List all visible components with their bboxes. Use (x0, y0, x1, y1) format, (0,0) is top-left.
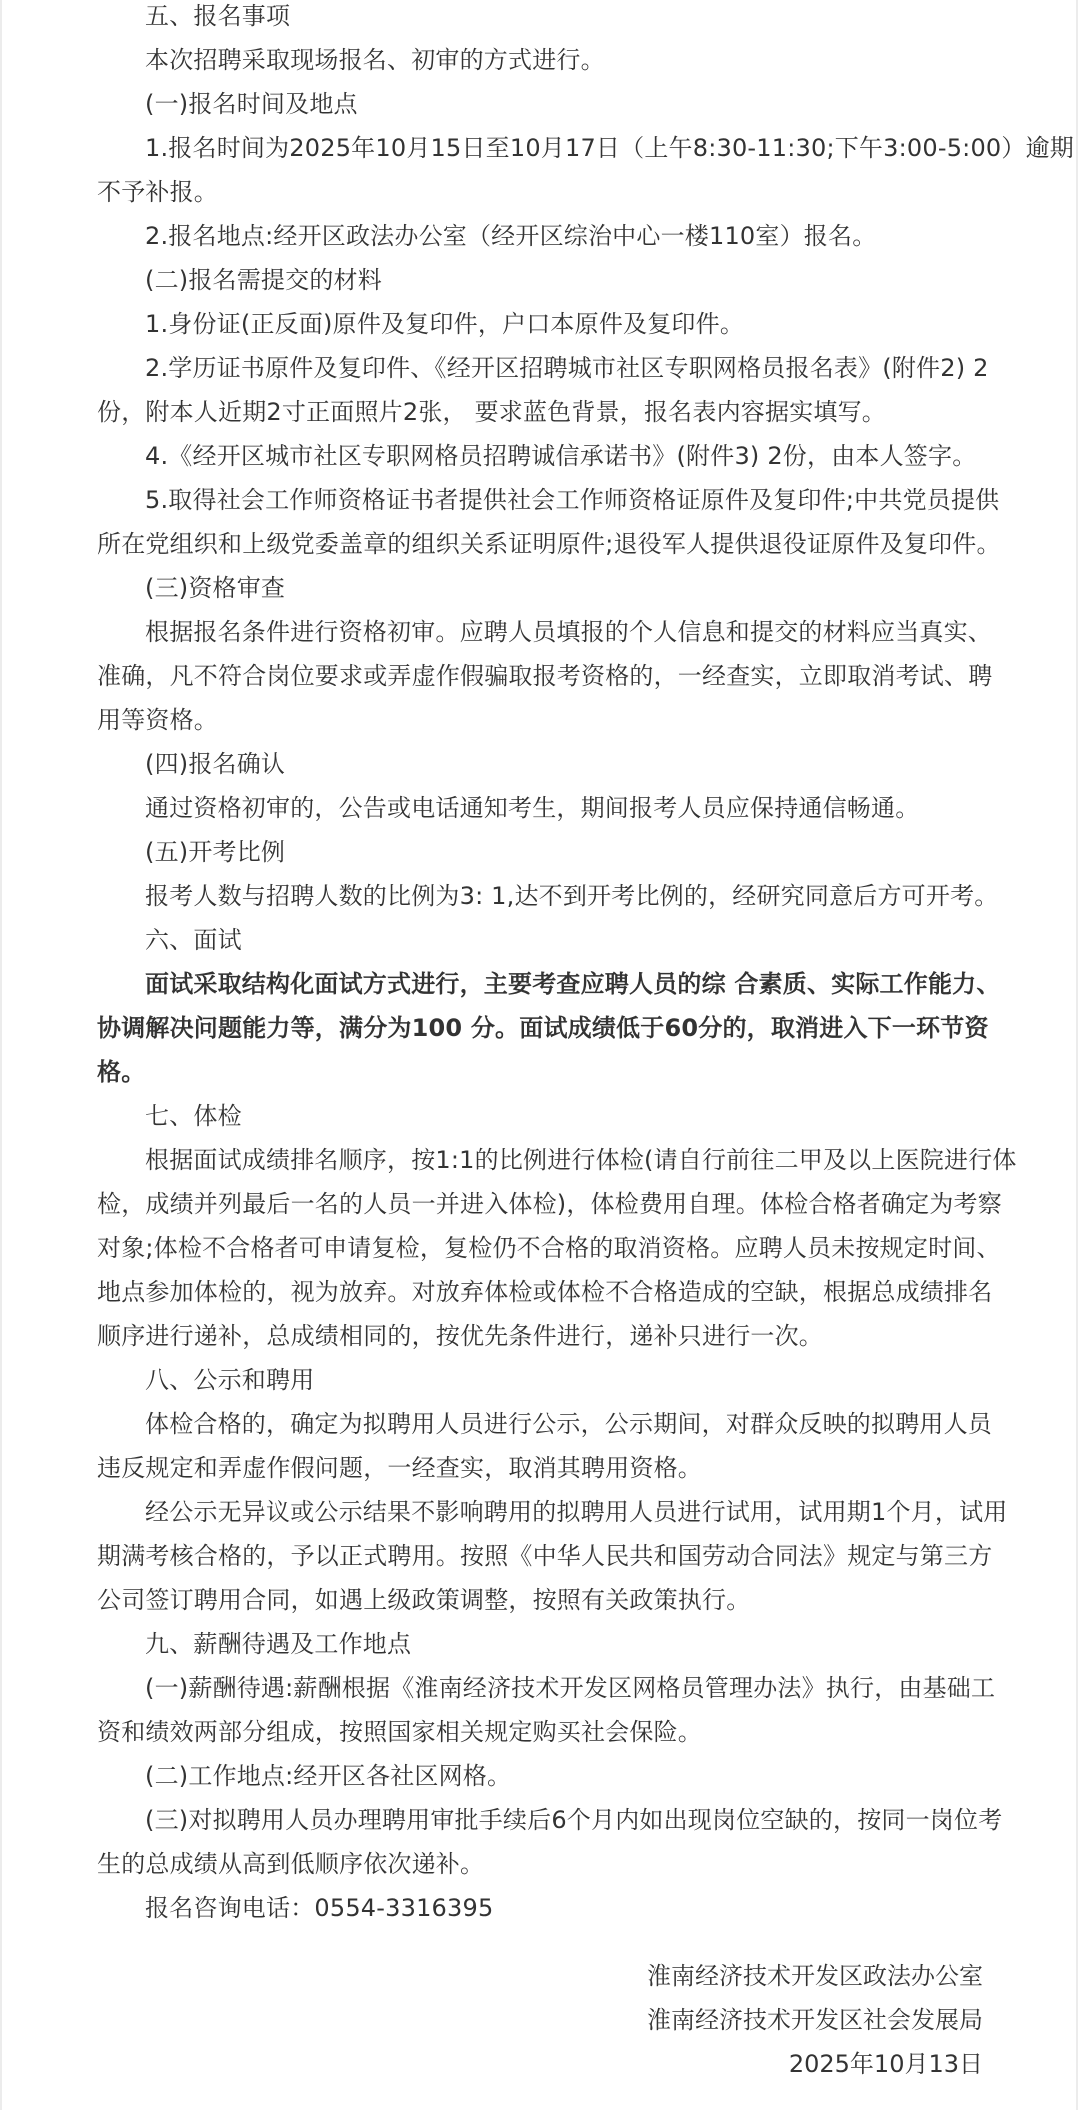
section5-sub4-heading: (四)报名确认 (145, 750, 286, 778)
section7-line3: 对象;体检不合格者可申请复检，复检仍不合格的取消资格。应聘人员未按规定时间、 (97, 1234, 1001, 1262)
signature-date: 2025年10月13日 (788, 2050, 983, 2078)
section5-sub1-item2: 2.报名地点:经开区政法办公室（经开区综治中心一楼110室）报名。 (145, 222, 877, 250)
section8-p2-line1: 经公示无异议或公示结果不影响聘用的拟聘用人员进行试用，试用期1个月，试用 (145, 1498, 1008, 1526)
section9-sub3-line2: 生的总成绩从高到低顺序依次递补。 (97, 1850, 485, 1878)
section5-sub3-line3: 用等资格。 (97, 706, 218, 734)
section5-sub3-heading: (三)资格审查 (145, 574, 286, 602)
signature-org1: 淮南经济技术开发区政法办公室 (647, 1962, 983, 1990)
section5-sub1-heading: (一)报名时间及地点 (145, 90, 358, 118)
section7-heading: 七、体检 (145, 1102, 242, 1130)
section8-p2-line2: 期满考核合格的，予以正式聘用。按照《中华人民共和国劳动合同法》规定与第三方 (97, 1542, 993, 1570)
signature-org2: 淮南经济技术开发区社会发展局 (647, 2006, 983, 2034)
section5-sub2-item5-line1: 5.取得社会工作师资格证书者提供社会工作师资格证原件及复印件;中共党员提供 (145, 486, 1000, 514)
section5-heading: 五、报名事项 (145, 2, 291, 30)
section5-sub3-line2: 准确，凡不符合岗位要求或弄虚作假骗取报考资格的，一经查实，立即取消考试、聘 (97, 662, 993, 690)
section7-line4: 地点参加体检的，视为放弃。对放弃体检或体检不合格造成的空缺，根据总成绩排名 (97, 1278, 993, 1306)
section5-sub2-item1: 1.身份证(正反面)原件及复印件，户口本原件及复印件。 (145, 310, 745, 338)
section6-heading: 六、面试 (145, 926, 242, 954)
section6-line1: 面试采取结构化面试方式进行，主要考查应聘人员的综 合素质、实际工作能力、 (145, 970, 1001, 998)
section9-sub3-line1: (三)对拟聘用人员办理聘用审批手续后6个月内如出现岗位空缺的，按同一岗位考 (145, 1806, 1003, 1834)
section8-p2-line3: 公司签订聘用合同，如遇上级政策调整，按照有关政策执行。 (97, 1586, 751, 1614)
section5-sub2-item5-line2: 所在党组织和上级党委盖章的组织关系证明原件;退役军人提供退役证原件及复印件。 (97, 530, 1001, 558)
section8-p1-line2: 违反规定和弄虚作假问题，一经查实，取消其聘用资格。 (97, 1454, 702, 1482)
section5-sub2-heading: (二)报名需提交的材料 (145, 266, 382, 294)
section9-heading: 九、薪酬待遇及工作地点 (145, 1630, 412, 1658)
section5-sub5-heading: (五)开考比例 (145, 838, 286, 866)
section5-sub5-text: 报考人数与招聘人数的比例为3: 1,达不到开考比例的，经研究同意后方可开考。 (145, 882, 999, 910)
section8-heading: 八、公示和聘用 (145, 1366, 315, 1394)
document-body (97, 0, 1074, 1930)
section9-sub2: (二)工作地点:经开区各社区网格。 (145, 1762, 512, 1790)
section9-sub1-line2: 资和绩效两部分组成，按照国家相关规定购买社会保险。 (97, 1718, 702, 1746)
section5-sub1-item1-line2: 不予补报。 (97, 178, 218, 206)
section9-sub1-line1: (一)薪酬待遇:薪酬根据《淮南经济技术开发区网格员管理办法》执行，由基础工 (145, 1674, 996, 1702)
section5-sub2-item2-line2: 份，附本人近期2寸正面照片2张， 要求蓝色背景，报名表内容据实填写。 (97, 398, 886, 426)
section5-sub1-item1-line1: 1.报名时间为2025年10月15日至10月17日（上午8:30-11:30;下午3:00-5:00）逾期 (145, 134, 1074, 162)
section6-line3: 格。 (97, 1058, 146, 1086)
section6-line2: 协调解决问题能力等，满分为100 分。面试成绩低于60分的，取消进入下一环节资 (97, 1014, 989, 1042)
section5-intro: 本次招聘采取现场报名、初审的方式进行。 (145, 46, 605, 74)
section5-sub3-line1: 根据报名条件进行资格初审。应聘人员填报的个人信息和提交的材料应当真实、 (145, 618, 992, 646)
section7-line5: 顺序进行递补，总成绩相同的，按优先条件进行，递补只进行一次。 (97, 1322, 823, 1350)
section7-line1: 根据面试成绩排名顺序，按1:1的比例进行体检(请自行前往二甲及以上医院进行体 (145, 1146, 1017, 1174)
section5-sub2-item4: 4.《经开区城市社区专职网格员招聘诚信承诺书》(附件3) 2份，由本人签字。 (145, 442, 977, 470)
section5-sub4-text: 通过资格初审的，公告或电话通知考生，期间报考人员应保持通信畅通。 (145, 794, 920, 822)
section8-p1-line1: 体检合格的，确定为拟聘用人员进行公示，公示期间，对群众反映的拟聘用人员 (145, 1410, 992, 1438)
section7-line2: 检，成绩并列最后一名的人员一并进入体检)，体检费用自理。体检合格者确定为考察 (97, 1190, 1002, 1218)
section5-sub2-item2-line1: 2.学历证书原件及复印件、《经开区招聘城市社区专职网格员报名表》(附件2) 2 (145, 354, 989, 382)
section9-phone: 报名咨询电话：0554-3316395 (145, 1894, 494, 1922)
